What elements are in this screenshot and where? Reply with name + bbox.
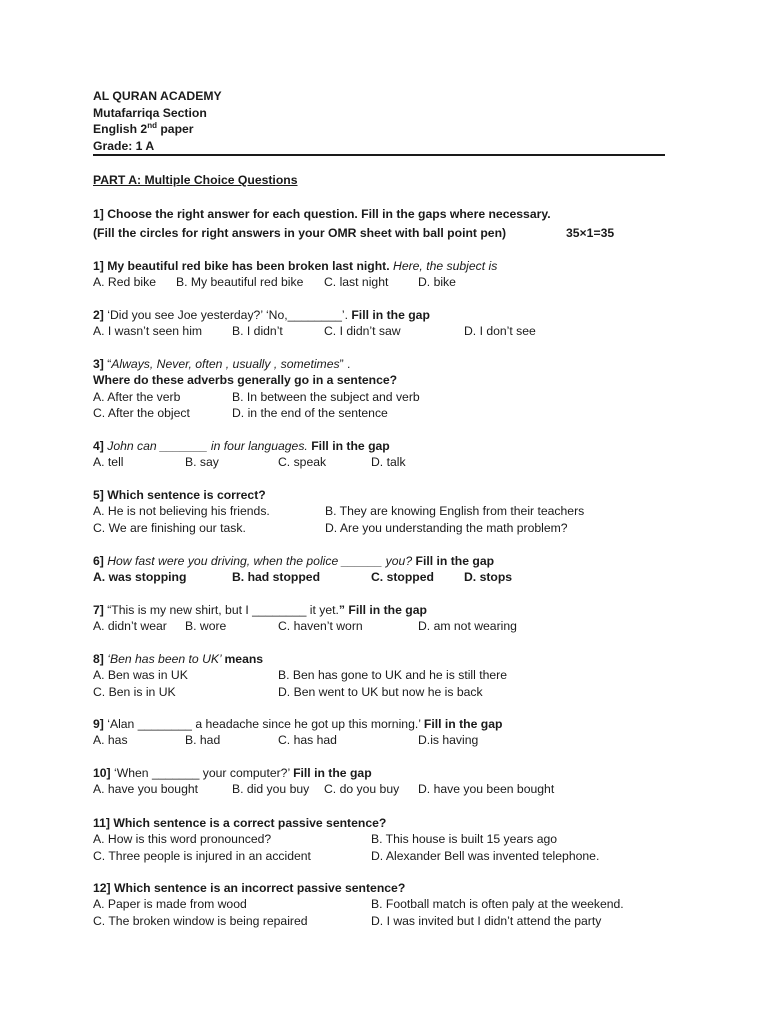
question-text: ” . — [339, 357, 351, 371]
question-8 — [93, 651, 693, 700]
option-d: D. stops — [464, 570, 513, 585]
question-number: 4] — [93, 439, 104, 453]
option-b: B. did you buy — [232, 782, 310, 797]
options-row — [93, 684, 693, 700]
option-d: D. Ben went to UK but now he is back — [278, 684, 483, 699]
question-1 — [93, 258, 693, 291]
option-c: C. I didn’t saw — [324, 324, 401, 339]
school-name: AL QURAN ACADEMY — [93, 89, 222, 103]
question-7 — [93, 602, 693, 635]
paper-ordinal: nd — [147, 121, 157, 130]
question-text: Fill in the gap — [415, 554, 495, 568]
question-11 — [93, 815, 693, 864]
option-d: D. I was invited but I didn’t attend the party — [371, 913, 602, 928]
question-text: How fast were you driving, when the police ______ you? — [103, 554, 416, 568]
option-c: C. haven’t worn — [278, 619, 363, 634]
question-prompt: Where do these adverbs generally go in a sentence? — [93, 373, 398, 388]
question-stem — [93, 307, 693, 323]
question-text: Fill in the gap — [423, 717, 503, 731]
question-text: ” Fill in the gap — [338, 603, 427, 617]
question-number: 2] — [93, 308, 104, 322]
question-text: My beautiful red bike has been broken last night. — [103, 259, 394, 273]
question-text: John can _______ in four languages. — [103, 439, 312, 453]
question-stem — [93, 487, 693, 503]
question-number: 10] — [93, 766, 111, 780]
options-row — [93, 781, 693, 797]
question-text: means — [224, 652, 264, 666]
question-text: ‘Ben has been to UK’ — [103, 652, 225, 666]
question-stem — [93, 765, 693, 781]
options-row — [93, 389, 693, 405]
options-row — [93, 503, 693, 519]
option-d: D. in the end of the sentence — [232, 406, 388, 421]
question-text: Here, the subject is — [393, 259, 498, 273]
option-c: C. stopped — [371, 570, 434, 585]
option-c: C. The broken window is being repaired — [93, 913, 308, 928]
question-6 — [93, 553, 693, 586]
marks-label: 35×1=35 — [566, 226, 615, 240]
option-d: D. have you been bought — [418, 782, 555, 797]
question-number: 5] — [93, 488, 104, 502]
question-stem — [93, 356, 693, 372]
option-c: C. We are finishing our task. — [93, 520, 246, 535]
option-d: D.is having — [418, 733, 479, 748]
grade-line: Grade: 1 A — [93, 138, 155, 153]
question-text: ‘When _______ your computer?’ — [110, 766, 294, 780]
header-divider — [93, 154, 665, 156]
option-b: B. They are knowing English from their teachers — [325, 504, 585, 519]
option-a: A. has — [93, 733, 128, 748]
option-a: A. Paper is made from wood — [93, 897, 247, 912]
part-title: PART A: Multiple Choice Questions — [93, 173, 298, 187]
option-c: C. last night — [324, 275, 389, 290]
question-text: Always, Never, often , usually , sometimes — [111, 357, 340, 371]
option-b: B. I didn’t — [232, 324, 283, 339]
option-b: B. Ben has gone to UK and he is still there — [278, 668, 507, 683]
question-stem — [93, 815, 693, 831]
exam-header — [93, 88, 665, 154]
question-stem — [93, 716, 693, 732]
option-c: C. After the object — [93, 406, 190, 421]
option-a: A. He is not believing his friends. — [93, 504, 270, 519]
question-10 — [93, 765, 693, 798]
option-a: A. didn’t wear — [93, 619, 167, 634]
section-name: Mutafarriqa Section — [93, 105, 207, 120]
options-row — [93, 896, 693, 912]
paper-suffix: paper — [156, 122, 194, 136]
question-3 — [93, 356, 693, 422]
question-4 — [93, 438, 693, 471]
option-b: B. In between the subject and verb — [232, 389, 420, 404]
option-d: D. Alexander Bell was invented telephone. — [371, 848, 600, 863]
option-d: D. am not wearing — [418, 619, 517, 634]
question-stem — [93, 651, 693, 667]
question-2 — [93, 307, 693, 340]
options-row — [93, 667, 693, 683]
option-d: D. I don’t see — [464, 324, 536, 339]
question-9 — [93, 716, 693, 749]
option-b: B. had — [185, 733, 221, 748]
option-b: B. This house is built 15 years ago — [371, 832, 558, 847]
options-row — [93, 454, 693, 470]
paper-name-text: English 2 — [93, 122, 148, 136]
question-stem — [93, 880, 693, 896]
question-number: 11] — [93, 816, 110, 830]
options-row — [93, 848, 693, 864]
question-stem — [93, 258, 693, 274]
instruction-line-2: (Fill the circles for right answers in your OMR sheet with ball point pen) — [93, 226, 507, 240]
option-c: C. Ben is in UK — [93, 684, 176, 699]
options-row — [93, 569, 693, 585]
question-text: Fill in the gap — [311, 439, 390, 453]
option-a: A. Red bike — [93, 275, 157, 290]
option-a: A. was stopping — [93, 570, 187, 585]
option-c: C. do you buy — [324, 782, 400, 797]
option-b: B. wore — [185, 619, 227, 634]
options-row — [93, 831, 693, 847]
question-text: ‘Did you see Joe yesterday?’ ‘No,________’. — [103, 308, 352, 322]
question-number: 3] — [93, 357, 104, 371]
option-d: D. talk — [371, 455, 406, 470]
options-row — [93, 732, 693, 748]
option-b: B. had stopped — [232, 570, 321, 585]
options-row — [93, 274, 693, 290]
question-text: “This is my new shirt, but I ________ it yet. — [103, 603, 339, 617]
question-stem — [93, 438, 693, 454]
question-number: 9] — [93, 717, 104, 731]
question-text: Fill in the gap — [351, 308, 430, 322]
question-number: 12] — [93, 881, 111, 895]
question-text: “ — [103, 357, 112, 371]
option-d: D. bike — [418, 275, 456, 290]
question-number: 8] — [93, 652, 104, 666]
question-number: 1] — [93, 259, 104, 273]
options-row — [93, 405, 693, 421]
option-a: A. Ben was in UK — [93, 668, 188, 683]
instruction-line-1: 1] Choose the right answer for each question. Fill in the gaps where necessary. — [93, 207, 551, 221]
options-row — [93, 618, 693, 634]
option-a: A. have you bought — [93, 782, 199, 797]
option-a: A. How is this word pronounced? — [93, 832, 272, 847]
options-row — [93, 323, 693, 339]
question-text: Which sentence is an incorrect passive sentence? — [110, 881, 406, 895]
options-row — [93, 913, 693, 929]
question-stem — [93, 602, 693, 618]
question-5 — [93, 487, 693, 536]
question-text: Which sentence is a correct passive sentence? — [109, 816, 387, 830]
option-c: C. Three people is injured in an accident — [93, 848, 311, 863]
options-row — [93, 520, 693, 536]
option-b: B. Football match is often paly at the weekend. — [371, 897, 624, 912]
option-a: A. After the verb — [93, 389, 181, 404]
paper-name — [93, 121, 665, 138]
question-text: Fill in the gap — [293, 766, 372, 780]
question-text: ‘Alan ________ a headache since he got up this morning.’ — [103, 717, 424, 731]
option-c: C. speak — [278, 455, 327, 470]
option-c: C. has had — [278, 733, 337, 748]
option-a: A. I wasn’t seen him — [93, 324, 203, 339]
question-number: 7] — [93, 603, 104, 617]
option-b: B. My beautiful red bike — [176, 275, 304, 290]
question-12 — [93, 880, 693, 929]
question-number: 6] — [93, 554, 104, 568]
option-b: B. say — [185, 455, 219, 470]
question-text: Which sentence is correct? — [103, 488, 266, 502]
question-stem — [93, 553, 693, 569]
option-a: A. tell — [93, 455, 124, 470]
option-d: D. Are you understanding the math problem? — [325, 520, 568, 535]
